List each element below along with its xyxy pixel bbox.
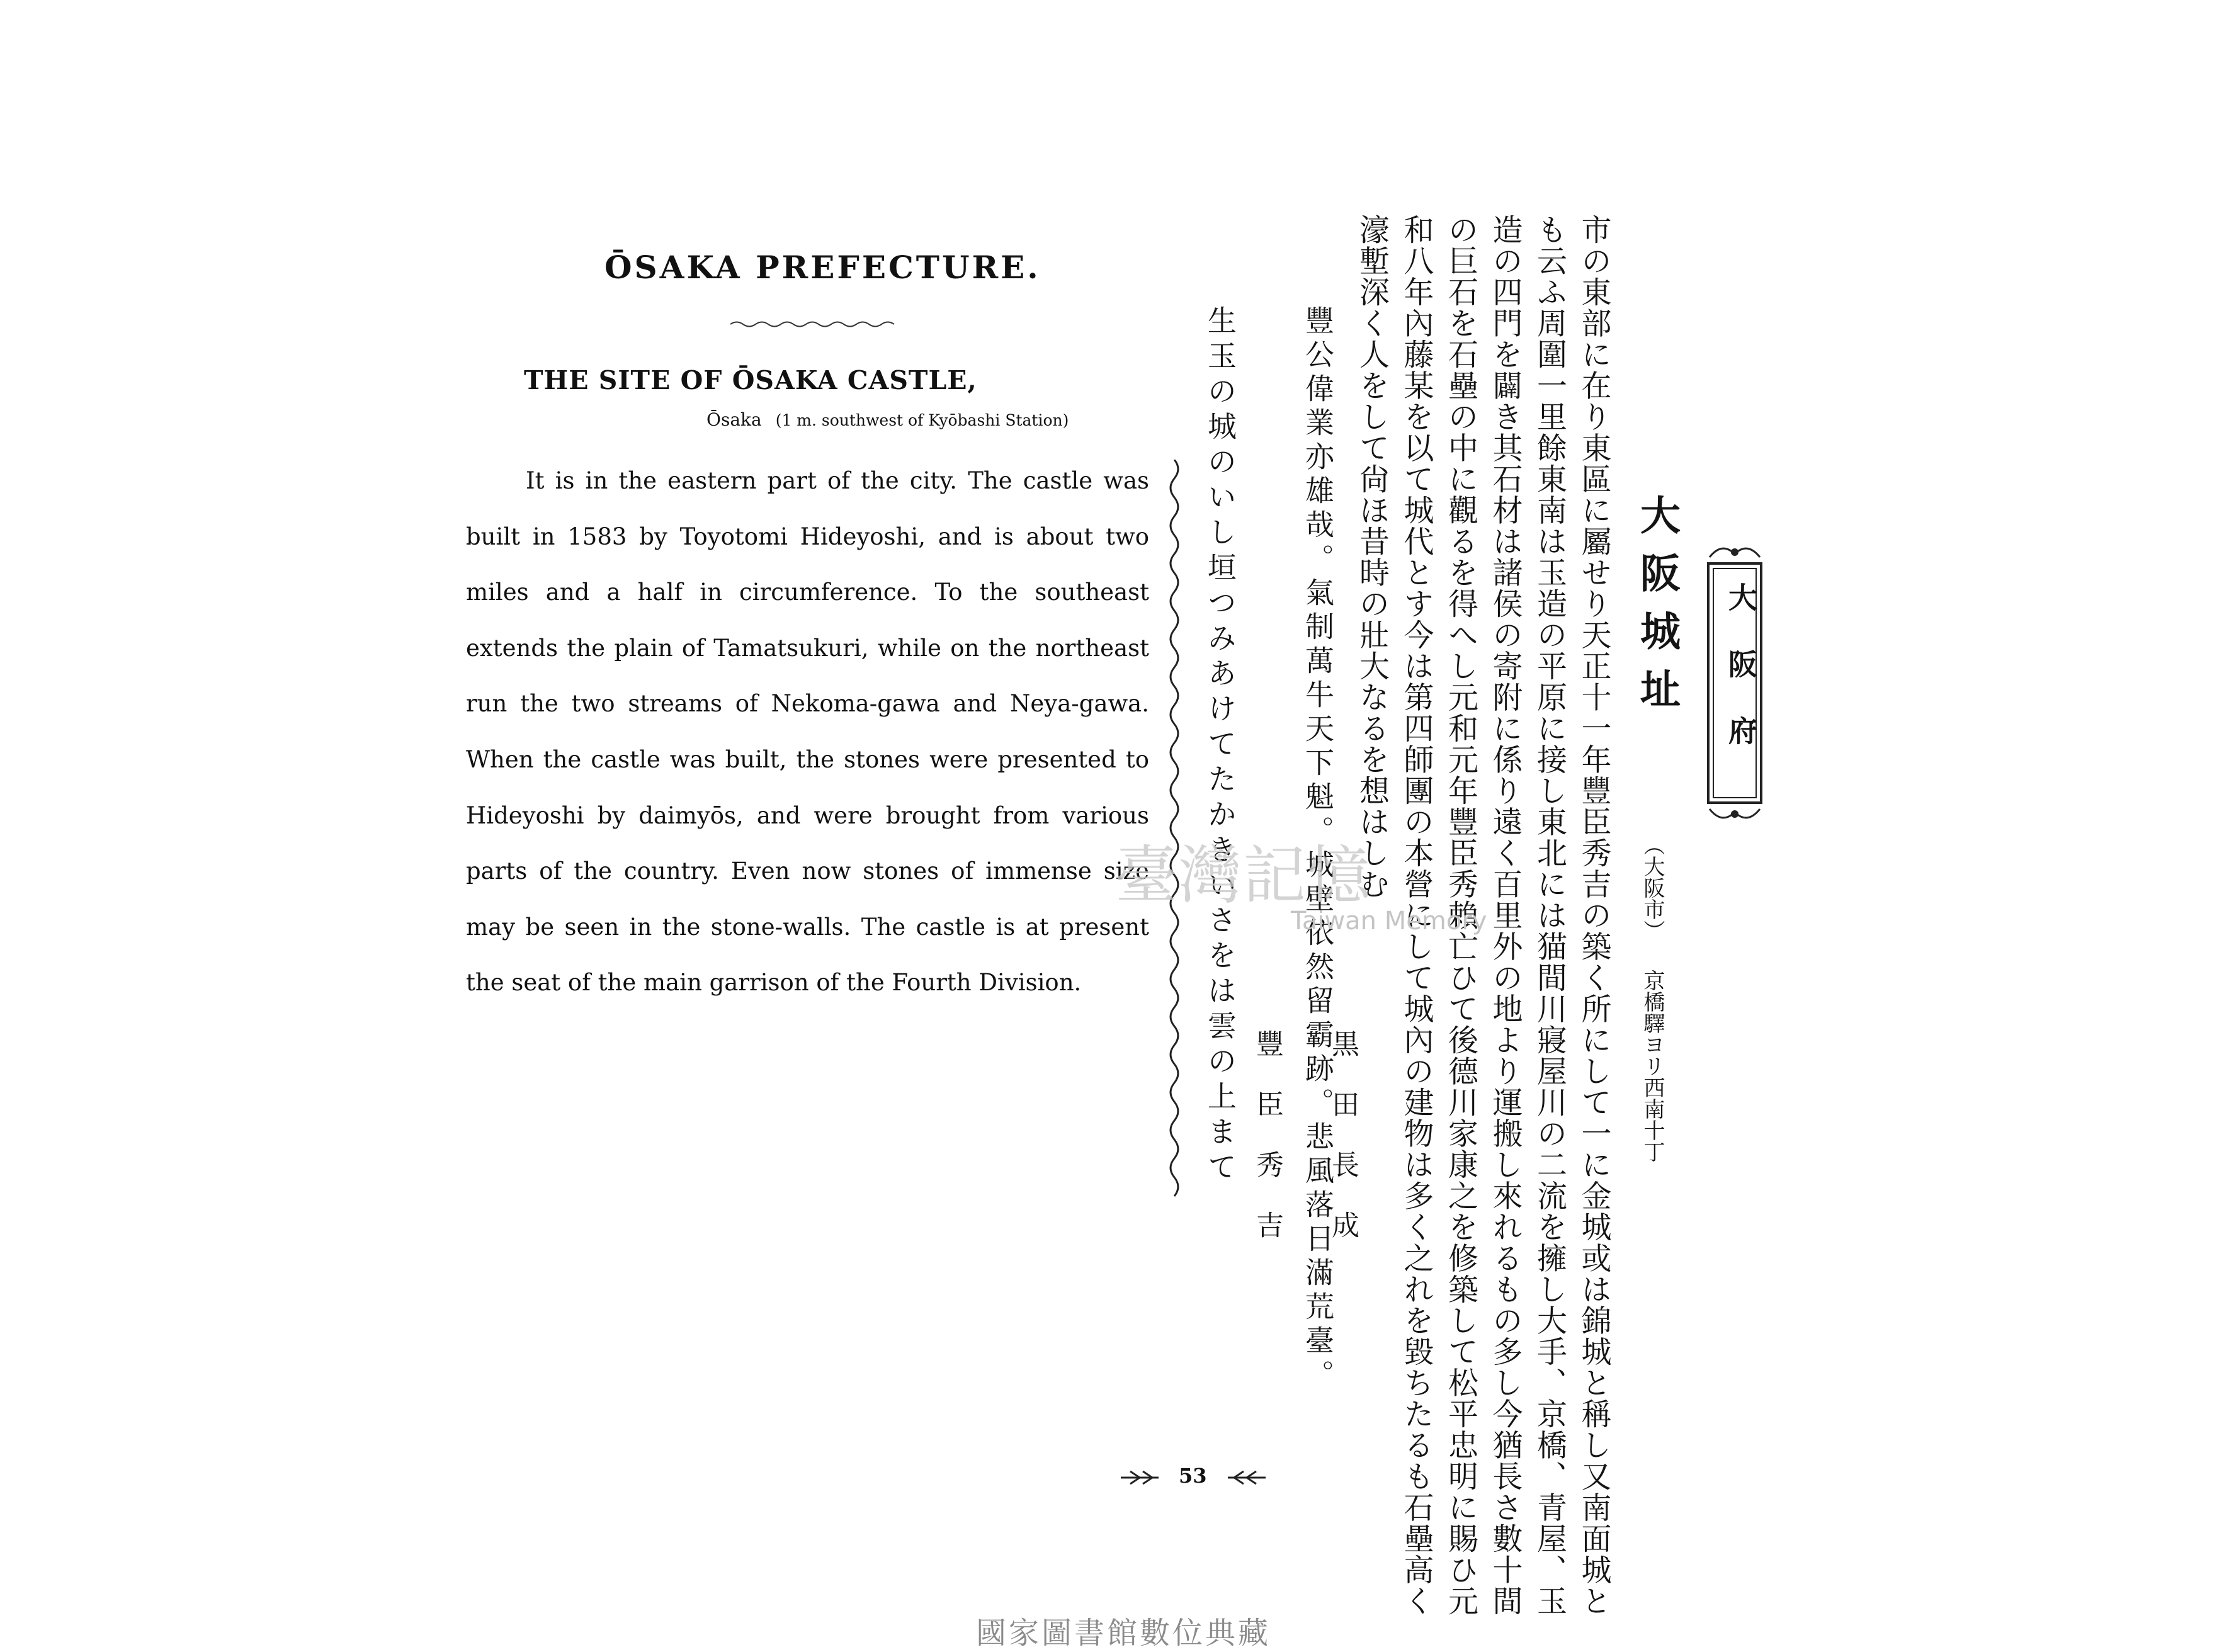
prefecture-badge: 大阪府 [1724,582,1758,783]
section-heading: THE SITE OF ŌSAKA CASTLE, [524,365,977,395]
footer-credit: 國家圖書館數位典藏 [976,1615,1271,1651]
english-paragraph: It is in the eastern part of the city. The castle was built in 1583 by Toyotomi Hideyoshi, and is about two miles and a half in circumference. To the southeast extends the plain of Tamatsukuri, while on the northeast run the two streams of Nekoma-gawa and Neya-gawa. When the castle was built, the stones were presented to Hideyoshi by daimyōs, and were brought from various parts of the country. Even now stones of immense size may be seen in the stone-walls. The castle is at present the seat of the main garrison of the Fourth Division. [466,467,1149,997]
japanese-line: 濠塹深く人をして尙ほ昔時の壯大なるを想はしむ [1354,214,1390,900]
japanese-location: （大阪市） [1640,834,1665,941]
watermark-subtitle: Taiwan Memory [1291,907,1487,936]
kanshi-poem: 豐公偉業亦雄哉。氣制萬牛天下魁。城壁依然留霸跡。悲風落日滿荒臺。 [1301,305,1335,1393]
japanese-line: の巨石を石壘の中に觀るを得へし元和元年豐臣秀賴亡ひて後德川家康之を修築して松平忠明に賜ひ元 [1443,214,1478,1617]
waka-author: 豐臣秀吉 [1251,1029,1283,1271]
japanese-title: 大阪城址 [1633,494,1681,726]
location-detail: (1 m. southwest of Kyōbashi Station) [775,411,1069,429]
japanese-line: 和八年內藤某を以て城代とす今は第四師團の本營にして城內の建物は多く之れを毀ちたるも石壘高く [1398,214,1434,1617]
japanese-line: 造の四門を闢き其石材は諸侯の寄附に係り遠く百里外の地より運搬し來れるもの多し今猶長さ數十間 [1487,214,1523,1617]
location-name: Ōsaka [706,409,762,430]
japanese-line: 市の東部に在り東區に屬せり天正十一年豐臣秀吉の築く所にして一に金城或は錦城と稱し又南面城と [1576,214,1611,1617]
watermark-logo: 臺灣記憶 [1114,839,1371,912]
waka-poem: 生玉の城のいし垣つみあけてたかきいさをは雲の上まて [1203,305,1237,1187]
kanshi-author: 黒田長成 [1327,1029,1359,1271]
ornamental-rule [730,319,900,329]
japanese-body [1354,214,1611,1617]
japanese-line: も云ふ周圍一里餘東南は玉造の平原に接し東北には猫間川寢屋川の二流を擁し大手、京橋、青屋、玉 [1531,214,1567,1617]
english-body [466,453,1149,1011]
japanese-distance: 京橋驛ヨリ西南十丁 [1640,970,1665,1162]
location-line [706,409,1069,430]
prefecture-title: ŌSAKA PREFECTURE. [604,249,1041,286]
page-number: 53 [1179,1464,1207,1488]
